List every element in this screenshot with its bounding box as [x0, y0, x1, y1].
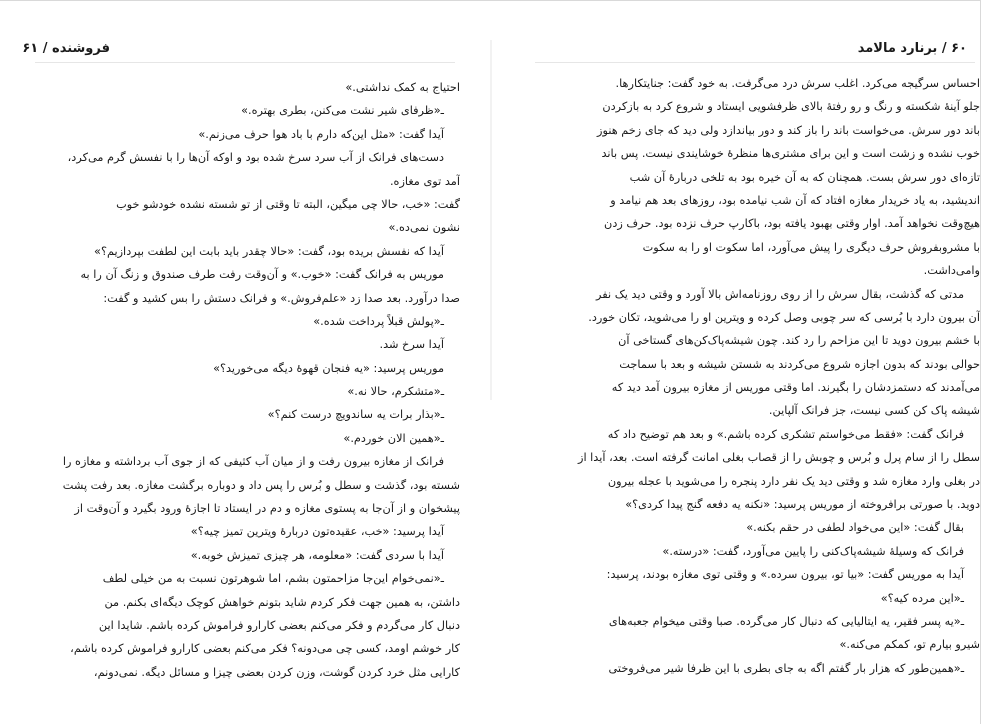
text-line: دست‌های فرانک از آب سرد سرخ شده بود و اوکه آن‌ها را با نفسش گرم می‌کرد،	[67, 151, 444, 165]
text-line: فرانک که وسیلهٔ شیشه‌پاک‌کنی را پایین می‌آورد، گفت: «درسته.»	[662, 544, 964, 558]
text-line: ـ«این مرده کیه؟»	[880, 591, 964, 605]
text-line: دوید. با صورتی برافروخته از موریس پرسید: «نکنه یه دفعه گنج پیدا کردی؟»	[625, 498, 980, 512]
text-line: بقال گفت: «این می‌خواد لطفی در حقم بکنه.»	[746, 521, 964, 535]
text-line: حوالی بودند که بدون اجازه شروع می‌کردند به شستن شیشه و بعد با سماجت	[619, 357, 980, 371]
text-line: ـ«پولش قبلاً پرداخت شده.»	[313, 314, 444, 328]
text-line: آیدا گفت: «مثل این‌که دارم با باد هوا حرف می‌زنم.»	[198, 127, 444, 141]
text-line: نشون نمی‌ده.»	[388, 221, 460, 235]
text-line: ـ«بذار برات یه ساندویچ درست کنم؟»	[267, 408, 444, 422]
text-line: در بغلی وارد مغازه شد و وقتی دید یک نفر دارد پنجره را می‌شوید با عجله بیرون	[607, 474, 980, 488]
text-line: ـ«ظرفای شیر نشت می‌کنن، بطری بهتره.»	[241, 104, 444, 118]
text-line: شسته بود، گذشت و سطل و بُرس را پس داد و دوباره برگشت مغازه. بعد رفت پشت	[62, 478, 460, 492]
text-line: آمد توی مغازه.	[389, 174, 460, 188]
left-header-rule	[35, 62, 455, 63]
right-page-body	[540, 72, 980, 680]
left-page	[0, 0, 490, 724]
text-line: می‌آمدند که دستمزدشان را بگیرند. اما وقتی موریس از مغازه بیرون آمد دید که	[611, 381, 980, 395]
text-line: فرانک گفت: «فقط می‌خواستم تشکری کرده باشم.» و بعد هم توضیح داد که	[607, 427, 964, 441]
text-line: اندیشید، به یاد خریدار مغازه افتاد که آن شب نیامده بود، روزهای بعد هم نیامد و	[610, 193, 980, 207]
left-page-body	[40, 76, 460, 684]
text-line: آیدا که نفسش بریده بود، گفت: «حالا چقدر باید بابت این لطفت بپردازیم؟»	[94, 244, 444, 258]
text-line: آیدا سرخ شد.	[379, 338, 444, 352]
text-line: صدا درآورد. بعد صدا زد «علم‌فروش.» و فرانک دستش را بس کشید و گفت:	[103, 291, 460, 305]
text-line: احساس سرگیجه می‌کرد. اغلب سرش درد می‌گرفت. به خود گفت: جنایتکارها.	[615, 77, 980, 90]
text-line: موریس پرسید: «یه فنجان قهوهٔ دیگه می‌خورید؟»	[213, 361, 444, 375]
text-line: با خشم بیرون دوید تا این مزاحم را رد کند. چون شیشه‌پاک‌کن‌های گستاخی آن	[618, 334, 980, 348]
left-page-header: فروشنده / ۶۱	[22, 41, 110, 56]
right-page	[490, 0, 981, 724]
text-line: آیدا پرسید: «خب، عقیده‌تون دربارهٔ ویترین تمیز چیه؟»	[190, 525, 444, 539]
text-line: احتیاج به کمک نداشتی.»	[345, 81, 460, 94]
text-line: مدتی که گذشت، بقال سرش را از روی روزنامه‌اش بالا آورد و وقتی دید یک نفر	[596, 287, 964, 301]
text-line: دنبال کار می‌گردم و فکر می‌کنم بعضی کارارو فراموش کرده باشم. شایدا این	[98, 618, 460, 632]
text-line: کار خوشم اومد، کسی چی می‌دونه؟ فکر می‌کنم بعضی کارارو فراموش کرده باشم،	[70, 642, 460, 656]
text-line: آیدا به موریس گفت: «بیا تو، بیرون سرده.» و وقتی توی مغازه بودند، پرسید:	[606, 568, 964, 582]
text-line: تازه‌ای دور سرش بست. همچنان که به آن خیره بود به تلخی دربارهٔ آن شب	[629, 170, 980, 184]
text-line: ـ«یه پسر فقیر، یه ایتالیایی که دنبال کار می‌گرده. صبا وقتی میخوام جعبه‌های	[608, 614, 964, 628]
text-line: ـ«همین‌طور که هزار بار گفتم اگه به جای بطری با این ظرفا شیر می‌فروختی	[608, 661, 964, 675]
text-line: کارایی مثل خرد کردن گوشت، وزن کردن بعضی چیزا و مسائل دیگه. نمی‌دونم،	[93, 665, 460, 679]
text-line: شیشه پاک کن کسی نیست، جز فرانک آلپاین.	[768, 404, 980, 418]
right-header-rule	[535, 62, 975, 63]
text-line: ـ«نمی‌خوام این‌جا مزاحمتون بشم، اما شوهرتون نسبت به من خیلی لطف	[102, 572, 444, 586]
right-page-header: ۶۰ / برنارد مالامد	[857, 41, 967, 56]
text-line: سطل را از سام پرل و بُرس و چوبش را از قصاب بغلی امانت گرفته است. بعد، آیدا از	[577, 451, 980, 465]
text-line: پیشخوان و از آن‌جا به پستوی مغازه و دم در ایستاد تا اجازهٔ ورود بگیرد و آن‌وقت از	[74, 502, 460, 516]
text-line: گفت: «خب، حالا چی میگین، البته تا وقتی از تو شسته نشده خودشو خوب	[116, 197, 460, 211]
text-line: باند دور سرش. می‌خواست باند را باز کند و دور بیاندازد ولی دید که جای زخم هنوز	[597, 123, 980, 137]
text-line: داشتن، به همین جهت فکر کردم شاید بتونم خواهش کوچک دیگه‌ای بکنم. من	[104, 595, 460, 609]
text-line: خوب نشده و زشت است و این برای مشتری‌ها منظرهٔ خوشایندی نیست. پس باند	[601, 147, 980, 161]
text-line: آیدا با سردی گفت: «معلومه، هر چیزی تمیزش خوبه.»	[190, 548, 444, 562]
text-line: وامی‌داشت.	[923, 264, 980, 278]
text-line: فرانک از مغازه بیرون رفت و از میان آب کثیفی که از جوی آب برداشته و مغازه را	[62, 455, 444, 469]
text-line: آن بیرون دارد با بُرسی که سر چوبی وصل کرده و ویترین او را می‌شوید، تکان خورد.	[588, 310, 980, 324]
text-line: ـ«متشکرم، حالا نه.»	[347, 385, 444, 399]
text-line: ـ«همین الان خوردم.»	[343, 431, 444, 445]
text-line: موریس به فرانک گفت: «خوب.» و آن‌وقت رفت طرف صندوق و زنگ آن را به	[80, 268, 444, 282]
text-line: هیچ‌وقت نخواهد آمد. اوار وقتی بهبود یافته بود، باکارپ حرف نزده بود. حرف زدن	[604, 217, 980, 231]
text-line: شیرو بیارم تو، کمکم می‌کنه.»	[839, 638, 980, 652]
text-line: جلو آینهٔ شکسته و رنگ و رو رفتهٔ بالای ظرفشویی ایستاد و شروع کرد به بازکردن	[602, 100, 980, 114]
text-line: با مشروبفروش حرف دیگری را پیش می‌آورد، اما سکوت او را به سکوت	[642, 240, 980, 254]
